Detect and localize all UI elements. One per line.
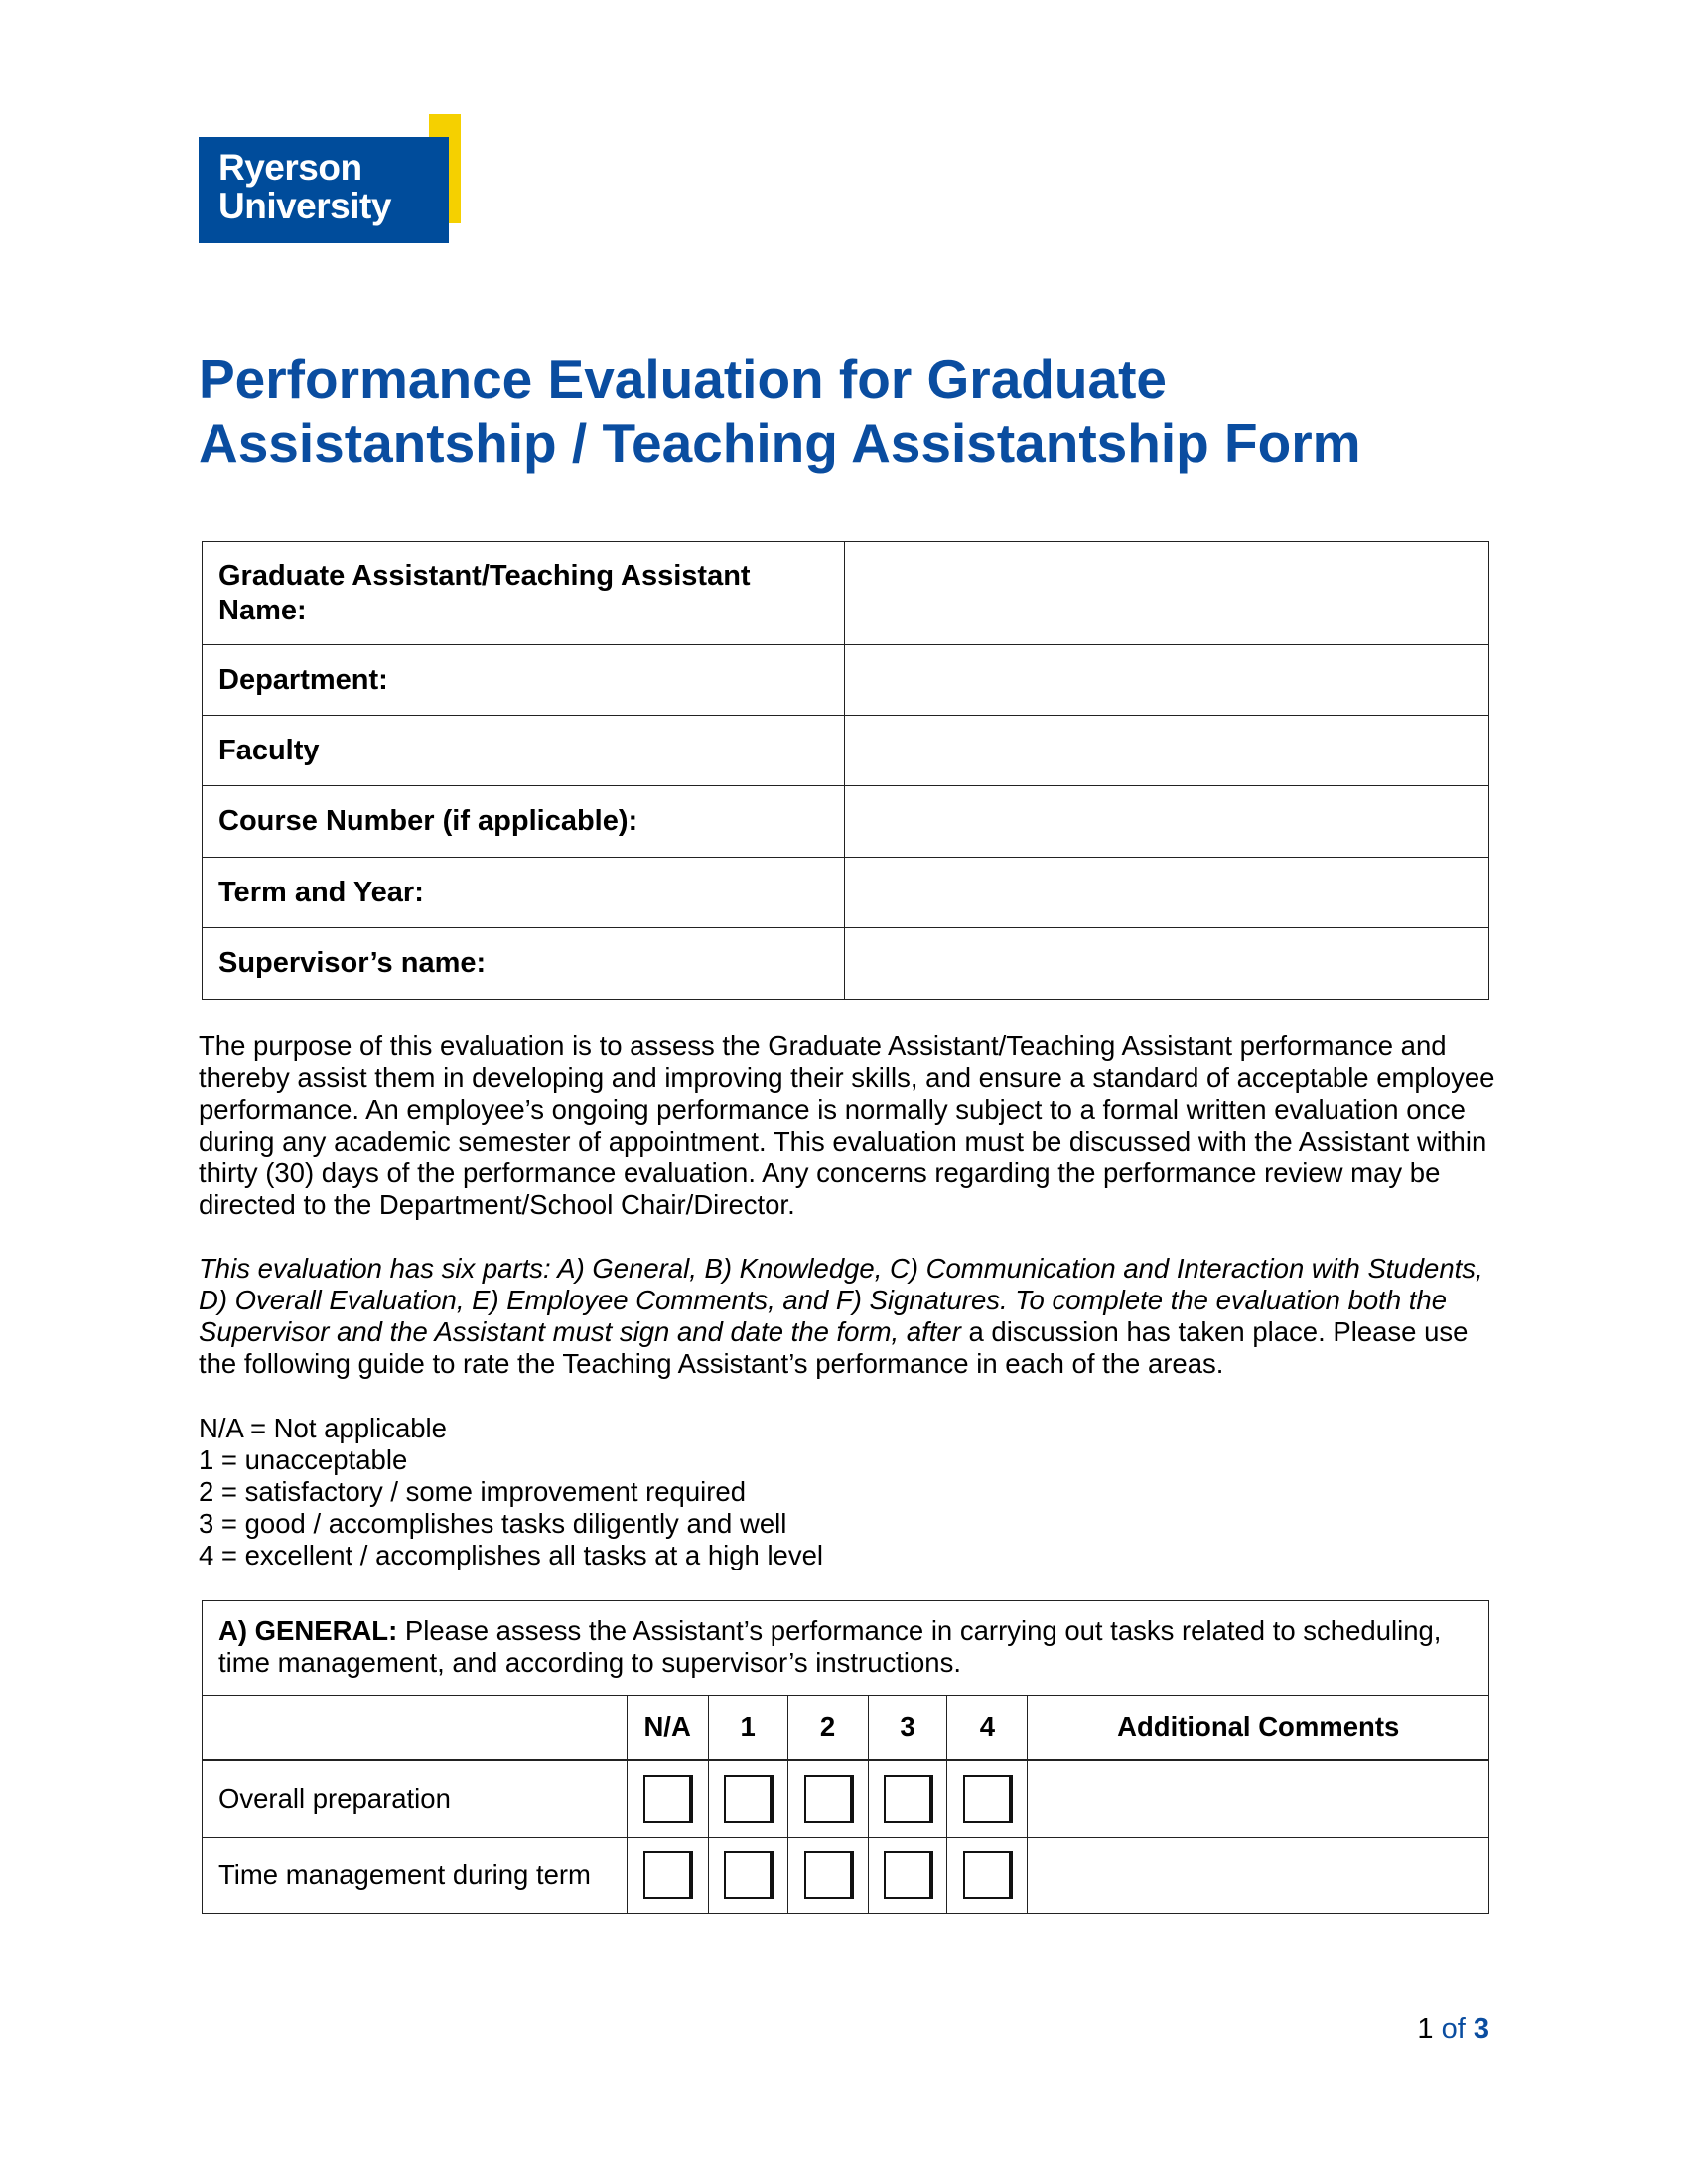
info-label-faculty: Faculty <box>203 716 845 786</box>
rating-cell <box>627 1760 708 1838</box>
page-of: of <box>1441 2013 1466 2045</box>
info-label-term-year: Term and Year: <box>203 858 845 928</box>
checkbox-3[interactable] <box>884 1851 931 1899</box>
rating-cell <box>627 1838 708 1914</box>
checkbox-2[interactable] <box>804 1775 852 1823</box>
table-row <box>203 1760 1489 1838</box>
parts-normal-text: a discussion has taken place. Please use the following guide to rate the Teaching Assistant’s performance in each of the areas. <box>199 1316 1469 1379</box>
info-row <box>203 645 1489 716</box>
info-field-name[interactable] <box>845 542 1489 645</box>
page-current: 1 <box>1417 2013 1434 2045</box>
rating-cell <box>708 1760 787 1838</box>
checkbox-na[interactable] <box>643 1851 691 1899</box>
rating-scale-item: 2 = satisfactory / some improvement required <box>199 1476 746 1507</box>
info-row <box>203 928 1489 1000</box>
purpose-paragraph: The purpose of this evaluation is to assess the Graduate Assistant/Teaching Assistant performance and thereby assist them in developing and improving their skills, and ensure a standard of acceptable employee performance. An employee’s ongoing performance is normally subject to a formal written evaluation once during any academic semester of appointment. This evaluation must be discussed with the Assistant within thirty (30) days of the performance evaluation. Any concerns regarding the performance review may be directed to the Department/School Chair/Director. <box>199 1030 1495 1220</box>
rating-cell <box>947 1760 1028 1838</box>
info-label-course-number: Course Number (if applicable): <box>203 786 845 858</box>
section-a-heading <box>203 1601 1489 1696</box>
section-a-header-row <box>203 1696 1489 1761</box>
info-table <box>202 541 1489 1000</box>
rating-cell <box>787 1838 868 1914</box>
comments-header: Additional Comments <box>1028 1696 1489 1761</box>
page-number <box>1417 2013 1489 2046</box>
info-field-course-number[interactable] <box>845 786 1489 858</box>
info-row <box>203 542 1489 645</box>
info-field-term-year[interactable] <box>845 858 1489 928</box>
section-a-heading-row <box>203 1601 1489 1696</box>
criterion-label: Overall preparation <box>203 1760 628 1838</box>
parts-italic-text: This evaluation has six parts: A) General, B) Knowledge, C) Communication and Interaction with Students, D) Overall Evaluation, E) Employee Comments, and F) Signatures. To complete the evaluation both the Supervisor and the Assistant must sign and date the form, after <box>199 1253 1483 1347</box>
rating-scale-item: N/A = Not applicable <box>199 1413 447 1443</box>
checkbox-4[interactable] <box>963 1851 1011 1899</box>
form-title: Performance Evaluation for Graduate Assistantship / Teaching Assistantship Form <box>199 348 1361 474</box>
checkbox-3[interactable] <box>884 1775 931 1823</box>
page-total: 3 <box>1473 2013 1489 2045</box>
table-row <box>203 1838 1489 1914</box>
info-label-department: Department: <box>203 645 845 716</box>
checkbox-1[interactable] <box>724 1851 772 1899</box>
info-row <box>203 858 1489 928</box>
rating-cell <box>868 1838 947 1914</box>
parts-paragraph <box>199 1253 1499 1380</box>
info-row <box>203 716 1489 786</box>
rating-scale <box>199 1413 1499 1571</box>
rating-cell <box>947 1838 1028 1914</box>
info-label-supervisor: Supervisor’s name: <box>203 928 845 1000</box>
info-label-name: Graduate Assistant/Teaching Assistant Name: <box>203 542 845 645</box>
rating-cell <box>868 1760 947 1838</box>
checkbox-na[interactable] <box>643 1775 691 1823</box>
rating-cell <box>708 1838 787 1914</box>
checkbox-2[interactable] <box>804 1851 852 1899</box>
checkbox-4[interactable] <box>963 1775 1011 1823</box>
info-row <box>203 786 1489 858</box>
rating-scale-item: 3 = good / accomplishes tasks diligently and well <box>199 1508 787 1539</box>
col-header-3: 3 <box>868 1696 947 1761</box>
rating-scale-item: 4 = excellent / accomplishes all tasks at a high level <box>199 1540 824 1570</box>
section-a-table <box>202 1600 1489 1914</box>
university-logo <box>199 114 467 243</box>
criterion-label: Time management during term <box>203 1838 628 1914</box>
logo-line-1: Ryerson <box>218 147 362 188</box>
logo-line-2: University <box>218 186 391 226</box>
additional-comments-field[interactable] <box>1028 1760 1489 1838</box>
additional-comments-field[interactable] <box>1028 1838 1489 1914</box>
col-header-1: 1 <box>708 1696 787 1761</box>
col-header-na: N/A <box>627 1696 708 1761</box>
col-header-4: 4 <box>947 1696 1028 1761</box>
info-field-department[interactable] <box>845 645 1489 716</box>
section-a-heading-bold: A) GENERAL: <box>218 1615 398 1646</box>
checkbox-1[interactable] <box>724 1775 772 1823</box>
rating-scale-item: 1 = unacceptable <box>199 1444 408 1475</box>
rating-cell <box>787 1760 868 1838</box>
info-field-supervisor[interactable] <box>845 928 1489 1000</box>
logo-text <box>218 148 391 225</box>
section-a-heading-text: Please assess the Assistant’s performance in carrying out tasks related to scheduling, time management, and according to supervisor’s instructions. <box>218 1615 1442 1678</box>
col-header-2: 2 <box>787 1696 868 1761</box>
info-field-faculty[interactable] <box>845 716 1489 786</box>
criteria-header <box>203 1696 628 1761</box>
